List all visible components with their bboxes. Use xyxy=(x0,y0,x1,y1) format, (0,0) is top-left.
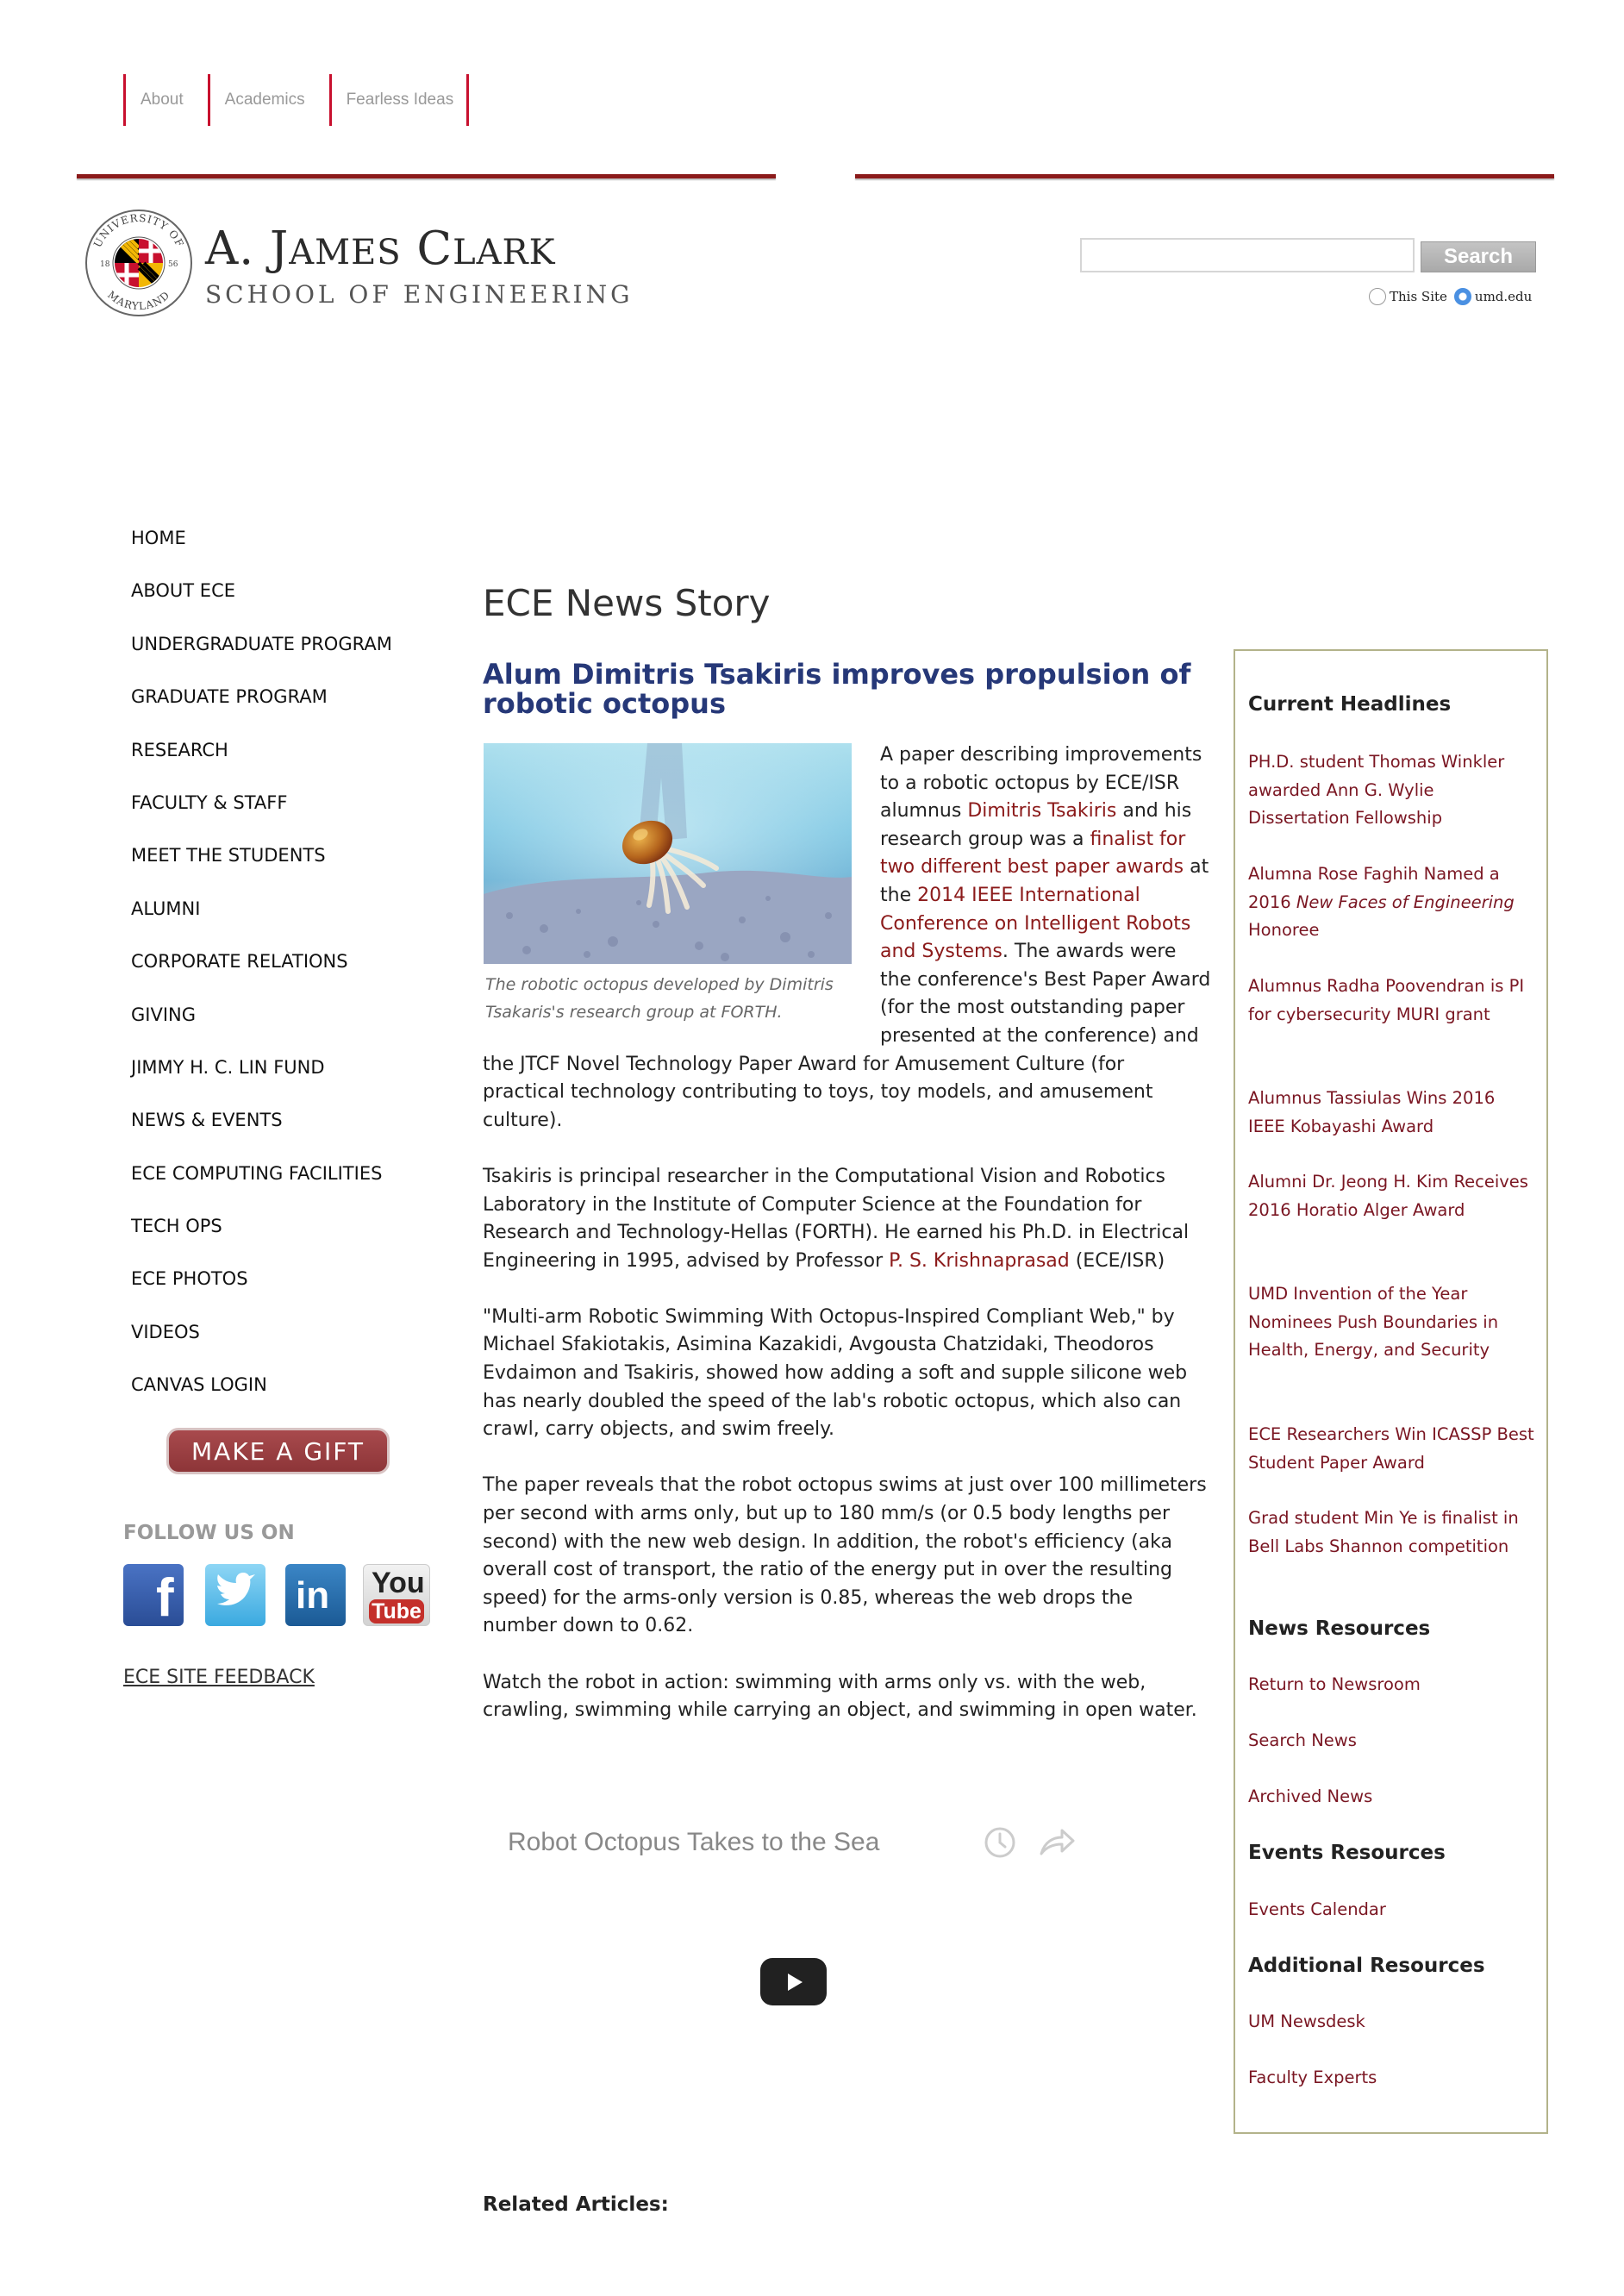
story-paragraph-2: Tsakiris is principal researcher in the Computational Vision and Robotics Laboratory in the Institute of Computer Science at the Foundation for Research and Technology-Hellas (FORTH). He earned his Ph.D. in Electrical Engineering in 1995, advised by Professor P. S. Krishnaprasad (ECE/ISR) xyxy=(483,1165,1190,1272)
additional-resources-heading: Additional Resources xyxy=(1248,1955,1485,1977)
scope-this-site-label: This Site xyxy=(1390,289,1447,304)
current-headlines-heading: Current Headlines xyxy=(1248,693,1452,716)
related-articles-heading: Related Articles: xyxy=(483,2193,669,2216)
svg-text:MARYLAND: MARYLAND xyxy=(105,288,172,313)
scope-umd-label: umd.edu xyxy=(1474,289,1533,304)
facebook-icon[interactable]: f xyxy=(123,1564,184,1626)
share-icon[interactable] xyxy=(1038,1826,1076,1859)
story-paragraph-1: A paper describing improvements to a robotic octopus by ECE/ISR alumnus Dimitris Tsakiris and his research group was a finalist for two different best paper awards at the 2014 IEEE International Conference on Intelligent Robots and Systems. The awards were the conference's Best Paper Award (for the most outstanding paper presented at the conference) and the JTCF Novel Technology Paper Award for Amusement Culture (for practical technology contributing to toys, toy models, and amusement culture). xyxy=(483,744,1211,1131)
photo-caption: The robotic octopus developed by Dimitris Tsakaris's research group at FORTH. xyxy=(485,975,834,1022)
headline-link-min-ye[interactable]: Grad student Min Ye is finalist in Bell Labs Shannon competition xyxy=(1248,1508,1519,1556)
youtube-icon[interactable]: You Tube xyxy=(363,1564,430,1626)
top-nav-about[interactable]: About xyxy=(123,74,197,126)
svg-text:UNIVERSITY OF: UNIVERSITY OF xyxy=(91,211,186,250)
linkedin-icon[interactable]: in xyxy=(285,1564,346,1626)
headline-link-tassiulas[interactable]: Alumnus Tassiulas Wins 2016 IEEE Kobayashi Award xyxy=(1248,1088,1496,1136)
school-subtitle: SCHOOL OF ENGINEERING xyxy=(205,280,634,309)
nav-news-events[interactable]: NEWS & EVENTS xyxy=(131,1110,283,1131)
headline-link-faghih[interactable]: Alumna Rose Faghih Named a 2016 New Faces of Engineering Honoree xyxy=(1248,864,1515,940)
follow-us-heading: FOLLOW US ON xyxy=(123,1522,295,1544)
headline-link-winkler[interactable]: PH.D. student Thomas Winkler awarded Ann G. Wylie Dissertation Fellowship xyxy=(1248,752,1505,828)
svg-text:18: 18 xyxy=(100,260,110,269)
nav-research[interactable]: RESEARCH xyxy=(131,739,228,760)
left-navigation xyxy=(131,528,392,1428)
university-seal-logo[interactable] xyxy=(85,210,192,316)
headline-link-icassp[interactable]: ECE Researchers Win ICASSP Best Student Paper Award xyxy=(1248,1424,1534,1473)
events-calendar-link[interactable]: Events Calendar xyxy=(1248,1899,1386,1919)
nav-faculty-staff[interactable]: FACULTY & STAFF xyxy=(131,791,288,813)
school-wordmark[interactable]: A. JAMES CLARK xyxy=(205,222,556,275)
nav-jimmy-lin-fund[interactable]: JIMMY H. C. LIN FUND xyxy=(131,1056,325,1078)
story-paragraph-3: "Multi-arm Robotic Swimming With Octopus-Inspired Compliant Web," by Michael Sfakiotakis, Asimina Kazakidi, Avgousta Chatzidaki, Theodoros Evdaimon and Tsakiris, showed how adding a soft and supple silicone web has nearly doubled the speed of the lab's robotic octopus, which also can crawl, carry objects, and swim freely. xyxy=(483,1305,1188,1441)
story-headline: Alum Dimitris Tsakiris improves propulsion of robotic octopus xyxy=(483,658,1191,720)
story-body xyxy=(483,741,1212,1753)
nav-alumni[interactable]: ALUMNI xyxy=(131,898,201,919)
nav-ece-photos[interactable]: ECE PHOTOS xyxy=(131,1268,248,1290)
page-title: ECE News Story xyxy=(483,582,771,624)
story-paragraph-5: Watch the robot in action: swimming with arms only vs. with the web, crawling, swimming while carrying an object, and swimming in open water. xyxy=(483,1671,1197,1722)
archived-news-link[interactable]: Archived News xyxy=(1248,1786,1373,1806)
play-icon xyxy=(783,1971,805,1993)
nav-ece-computing-facilities[interactable]: ECE COMPUTING FACILITIES xyxy=(131,1162,383,1184)
search-scope xyxy=(1369,288,1532,305)
events-resources-heading: Events Resources xyxy=(1248,1842,1446,1864)
nav-tech-ops[interactable]: TECH OPS xyxy=(131,1216,222,1237)
scope-this-site-radio[interactable] xyxy=(1369,288,1386,305)
top-utility-nav xyxy=(123,74,469,126)
faculty-experts-link[interactable]: Faculty Experts xyxy=(1248,2068,1377,2087)
nav-canvas-login[interactable]: CANVAS LOGIN xyxy=(131,1374,267,1396)
story-paragraph-4: The paper reveals that the robot octopus swims at just over 100 millimeters per second with arms only, but up to 180 mm/s (or 0.5 body lengths per second) with the new web design. In addition, the robot's efficiency (aka overall cost of transport, the ratio of the energy put in over the resulting speed) for the arms-only version is 0.85, whereas the web drops the number down to 0.62. xyxy=(483,1474,1207,1637)
link-dimitris-tsakiris[interactable]: Dimitris Tsakiris xyxy=(967,800,1117,823)
nav-home[interactable]: HOME xyxy=(131,528,186,548)
header-rule-right xyxy=(855,174,1554,178)
search-button[interactable]: Search xyxy=(1421,241,1536,272)
link-krishnaprasad[interactable]: P. S. Krishnaprasad xyxy=(889,1249,1070,1272)
video-play-button[interactable] xyxy=(760,1958,827,2005)
nav-graduate-program[interactable]: GRADUATE PROGRAM xyxy=(131,686,328,708)
nav-giving[interactable]: GIVING xyxy=(131,1004,197,1025)
scope-umd-radio[interactable] xyxy=(1454,288,1471,305)
top-nav-fearless-ideas[interactable]: Fearless Ideas xyxy=(329,74,470,126)
watch-later-icon[interactable] xyxy=(984,1826,1016,1859)
search-input[interactable] xyxy=(1080,238,1415,272)
top-nav-academics[interactable]: Academics xyxy=(208,74,318,126)
news-resources-heading: News Resources xyxy=(1248,1617,1431,1640)
make-a-gift-button[interactable]: MAKE A GIFT xyxy=(166,1428,390,1474)
return-to-newsroom-link[interactable]: Return to Newsroom xyxy=(1248,1674,1421,1694)
site-feedback-link[interactable]: ECE SITE FEEDBACK xyxy=(123,1667,315,1688)
nav-undergraduate-program[interactable]: UNDERGRADUATE PROGRAM xyxy=(131,633,392,654)
headline-link-invention-of-year[interactable]: UMD Invention of the Year Nominees Push Boundaries in Health, Energy, and Security xyxy=(1248,1284,1499,1360)
video-title[interactable]: Robot Octopus Takes to the Sea xyxy=(508,1828,880,1856)
svg-text:56: 56 xyxy=(168,260,178,269)
nav-meet-the-students[interactable]: MEET THE STUDENTS xyxy=(131,845,326,866)
nav-videos[interactable]: VIDEOS xyxy=(131,1321,200,1342)
search-news-link[interactable]: Search News xyxy=(1248,1730,1357,1750)
um-newsdesk-link[interactable]: UM Newsdesk xyxy=(1248,2011,1365,2031)
header-rule-left xyxy=(77,174,776,178)
headline-link-kim[interactable]: Alumni Dr. Jeong H. Kim Receives 2016 Horatio Alger Award xyxy=(1248,1172,1528,1220)
headline-link-poovendran[interactable]: Alumnus Radha Poovendran is PI for cybersecurity MURI grant xyxy=(1248,976,1525,1024)
nav-about-ece[interactable]: ABOUT ECE xyxy=(131,580,236,602)
link-finalist-awards[interactable]: finalist for two different best paper awards xyxy=(880,828,1186,879)
nav-corporate-relations[interactable]: CORPORATE RELATIONS xyxy=(131,951,348,973)
link-iros-2014[interactable]: 2014 IEEE International Conference on Intelligent Robots and Systems xyxy=(880,884,1191,963)
twitter-icon[interactable] xyxy=(205,1564,265,1626)
